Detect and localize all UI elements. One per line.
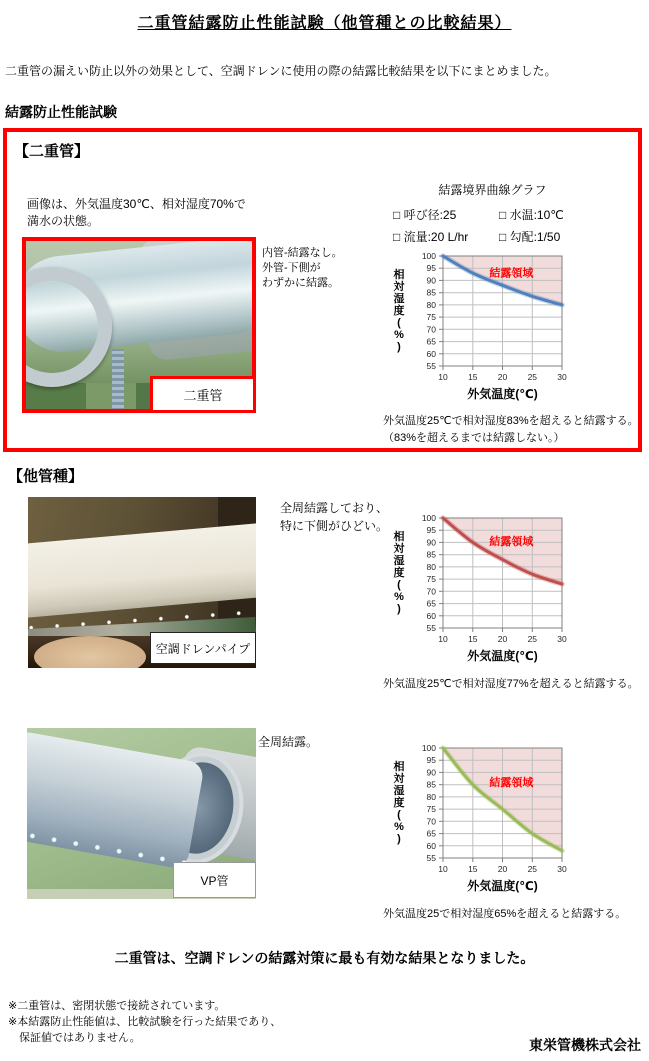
other-heading: 【他管種】	[8, 468, 84, 485]
svg-text:95: 95	[426, 263, 436, 274]
svg-text:対: 対	[393, 773, 405, 785]
svg-text:結露領域: 結露領域	[489, 777, 534, 790]
drain-pipe-photo-label: 空調ドレンパイプ	[150, 632, 256, 664]
svg-text:度: 度	[393, 567, 405, 579]
page-title: 二重管結露防止性能試験（他管種との比較結果）	[137, 15, 512, 32]
svg-text:%: %	[394, 821, 404, 833]
svg-text:20: 20	[497, 372, 508, 382]
svg-text:25: 25	[527, 864, 538, 874]
svg-text:結露領域: 結露領域	[489, 535, 534, 548]
condensation-chart-vp-pipe	[385, 740, 600, 898]
svg-text:60: 60	[426, 610, 436, 621]
company-name: 東栄管機株式会社	[529, 1037, 641, 1053]
svg-text:15: 15	[468, 864, 478, 874]
svg-text:55: 55	[426, 361, 436, 371]
nijukan-note: 外気温度25℃で相対湿度83%を超えると結露する。 （83%を超えるまでは結露しない。）	[383, 415, 639, 444]
nijukan-heading: 【二重管】	[14, 143, 90, 160]
drain-pipe-annotation: 全周結露しており、 特に下側がひどい。	[280, 501, 389, 533]
svg-text:65: 65	[426, 598, 436, 609]
section-heading: 結露防止性能試験	[5, 104, 117, 120]
svg-text:(: (	[397, 579, 401, 591]
svg-text:80: 80	[426, 561, 436, 572]
footnote-3: 保証値ではありません。	[8, 1032, 141, 1044]
svg-text:95: 95	[426, 525, 436, 536]
drain-pipe-note: 外気温度25℃で相対湿度77%を超えると結露する。	[383, 678, 639, 690]
svg-text:75: 75	[426, 804, 436, 815]
svg-text:80: 80	[426, 791, 436, 802]
svg-text:): )	[397, 603, 401, 615]
svg-text:相: 相	[393, 761, 405, 773]
intro-text: 二重管の漏えい防止以外の効果として、空調ドレンに使用の際の結露比較結果を以下にまとめました。	[5, 64, 557, 78]
svg-text:湿: 湿	[393, 555, 405, 567]
conclusion-text: 二重管は、空調ドレンの結露対策に最も有効な結果となりました。	[114, 950, 535, 966]
caption-line-1: 画像は、外気温度30℃、相対湿度70%で	[27, 197, 246, 211]
svg-text:対: 対	[393, 281, 405, 293]
svg-text:85: 85	[426, 779, 436, 790]
condition-flow-rate: □ 流量:20 L/hr	[393, 230, 469, 244]
svg-text:70: 70	[426, 816, 436, 827]
svg-text:90: 90	[426, 767, 436, 778]
svg-text:度: 度	[393, 305, 405, 317]
condensation-chart-drain-pipe	[385, 510, 600, 668]
svg-text:100: 100	[421, 251, 436, 261]
svg-text:10: 10	[438, 864, 448, 874]
nijukan-photo-label: 二重管	[150, 376, 256, 413]
nijukan-caption	[27, 196, 246, 230]
svg-text:15: 15	[468, 372, 478, 382]
vp-pipe-photo-label: VP管	[173, 862, 256, 898]
graph-title: 結露境界曲線グラフ	[438, 183, 547, 197]
svg-text:(: (	[397, 317, 401, 329]
svg-text:25: 25	[527, 634, 538, 644]
svg-text:10: 10	[438, 372, 448, 382]
svg-text:55: 55	[426, 623, 436, 633]
svg-text:15: 15	[468, 634, 478, 644]
svg-text:75: 75	[426, 312, 436, 323]
svg-text:30: 30	[557, 634, 567, 644]
svg-text:90: 90	[426, 275, 436, 286]
svg-text:80: 80	[426, 299, 436, 310]
svg-text:25: 25	[527, 372, 538, 382]
svg-text:75: 75	[426, 574, 436, 585]
threaded-rod-shape	[112, 349, 124, 411]
svg-text:85: 85	[426, 549, 436, 560]
svg-text:30: 30	[557, 372, 567, 382]
svg-text:%: %	[394, 591, 404, 603]
svg-text:20: 20	[497, 634, 508, 644]
caption-line-2: 満水の状態。	[27, 214, 100, 228]
svg-text:20: 20	[497, 864, 508, 874]
condition-slope: □ 勾配:1/50	[499, 230, 561, 244]
svg-text:外気温度(℃): 外気温度(℃)	[467, 649, 538, 663]
svg-text:相: 相	[393, 269, 405, 281]
svg-text:対: 対	[393, 543, 405, 555]
svg-text:相: 相	[393, 531, 405, 543]
svg-text:90: 90	[426, 537, 436, 548]
svg-text:65: 65	[426, 828, 436, 839]
svg-text:55: 55	[426, 853, 436, 863]
footnote-1: ※二重管は、密閉状態で接続されています。	[8, 1000, 226, 1012]
footnote-2: ※本結露防止性能値は、比較試験を行った結果であり、	[8, 1016, 282, 1028]
svg-text:外気温度(℃): 外気温度(℃)	[467, 387, 538, 401]
svg-text:): )	[397, 833, 401, 845]
svg-text:外気温度(℃): 外気温度(℃)	[467, 879, 538, 893]
svg-text:度: 度	[393, 797, 405, 809]
nijukan-annotation: 内管-結露なし。 外管-下側が わずかに結露。	[262, 247, 343, 289]
vp-pipe-annotation: 全周結露。	[258, 735, 319, 749]
svg-text:湿: 湿	[393, 293, 405, 305]
svg-text:湿: 湿	[393, 785, 405, 797]
svg-text:70: 70	[426, 324, 436, 335]
svg-text:100: 100	[421, 743, 436, 753]
svg-text:60: 60	[426, 348, 436, 359]
condition-diameter: □ 呼び径:25	[393, 208, 457, 222]
vp-pipe-note: 外気温度25で相対湿度65%を超えると結露する。	[383, 908, 627, 920]
svg-text:(: (	[397, 809, 401, 821]
svg-text:60: 60	[426, 840, 436, 851]
svg-text:85: 85	[426, 287, 436, 298]
svg-text:70: 70	[426, 586, 436, 597]
svg-text:10: 10	[438, 634, 448, 644]
svg-text:): )	[397, 341, 401, 353]
svg-text:30: 30	[557, 864, 567, 874]
svg-text:結露領域: 結露領域	[489, 267, 534, 280]
svg-text:95: 95	[426, 755, 436, 766]
condensation-chart-nijukan	[385, 248, 600, 406]
svg-text:65: 65	[426, 336, 436, 347]
footnotes	[8, 998, 281, 1046]
condition-water-temp: □ 水温:10℃	[499, 208, 564, 222]
svg-text:%: %	[394, 329, 404, 341]
svg-text:100: 100	[421, 513, 436, 523]
